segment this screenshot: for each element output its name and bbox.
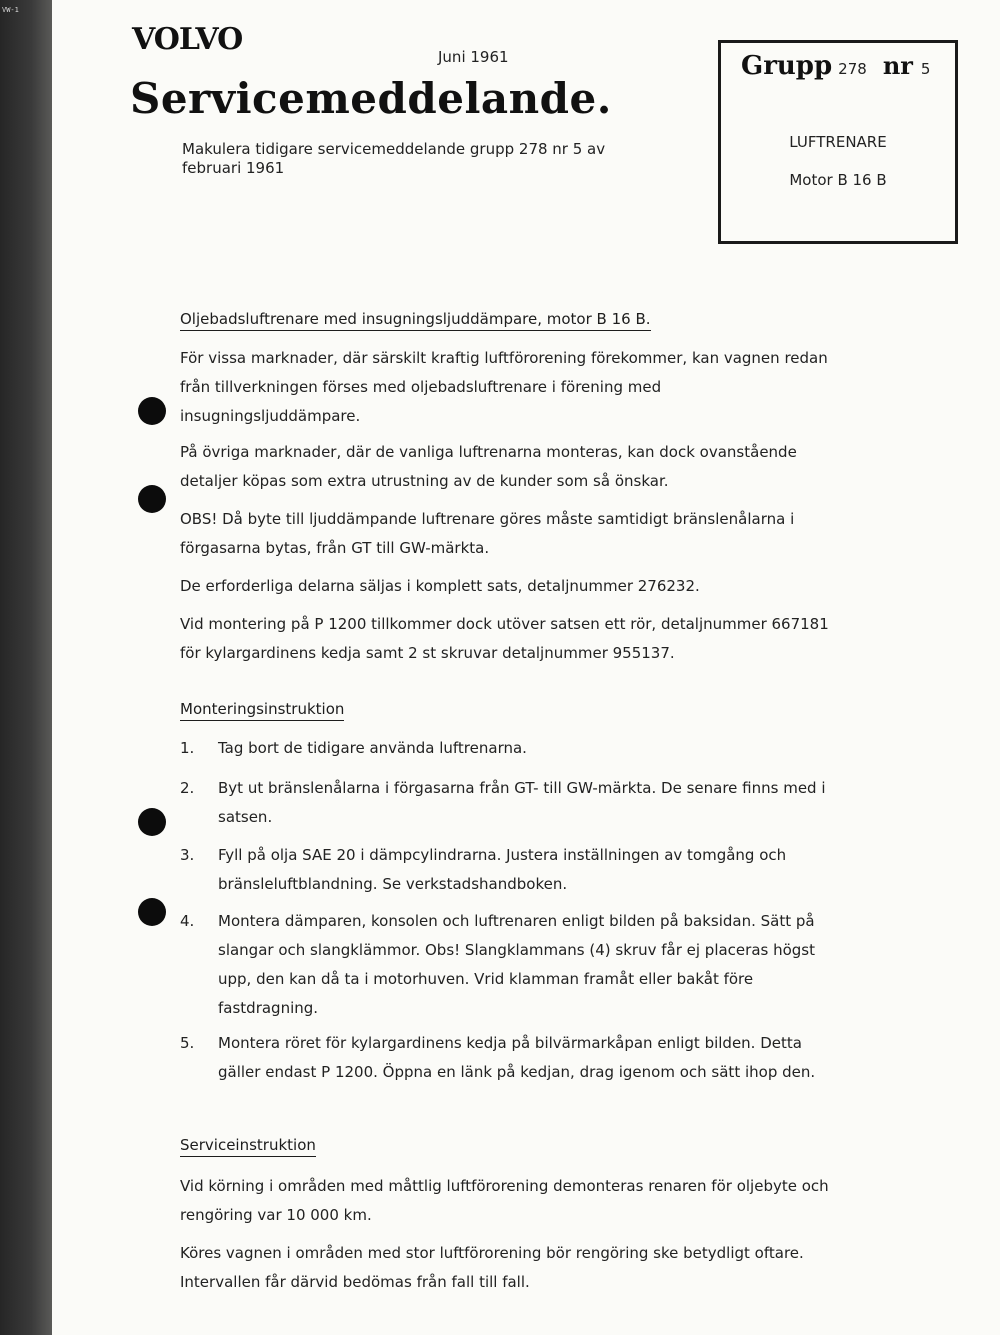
step-text: Byt ut bränslenålarna i förgasarna från GT- till GW-märkta. De senare finns med i satsen. <box>218 779 826 826</box>
group-line <box>741 51 930 81</box>
step-text: Tag bort de tidigare använda luftrenarna. <box>218 739 527 757</box>
paragraph: De erforderliga delarna säljas i komplett sats, detaljnummer 276232. <box>180 577 700 595</box>
nr-label: nr <box>882 51 913 80</box>
document-date: Juni 1961 <box>438 48 509 66</box>
paragraph: På övriga marknader, där de vanliga luftrenarna monteras, kan dock ovanstående detaljer köpas som extra utrustning av de kunder som så önskar. <box>180 443 797 490</box>
section-heading-service: Serviceinstruktion <box>180 1136 316 1157</box>
punch-hole <box>138 485 166 513</box>
group-number: 278 <box>838 60 867 78</box>
group-engine: Motor B 16 B <box>789 171 887 189</box>
strip-label: VW-1 <box>2 6 19 14</box>
step-text: Fyll på olja SAE 20 i dämpcylindrarna. Justera inställningen av tomgång och bränsleluftblandning. Se verkstadshandboken. <box>218 846 787 893</box>
step-number: 5. <box>180 1034 195 1052</box>
document-page <box>52 0 1000 1335</box>
group-topic: LUFTRENARE <box>789 133 887 151</box>
paragraph: Köres vagnen i områden med stor luftförorening bör rengöring ske betydligt oftare. Intervallen får därvid bedömas från fall till fall. <box>180 1244 804 1291</box>
supersede-note: Makulera tidigare servicemeddelande grupp 278 nr 5 av februari 1961 <box>182 140 606 177</box>
group-label: Grupp <box>741 51 833 81</box>
section-heading-air-cleaner: Oljebadsluftrenare med insugningsljuddämpare, motor B 16 B. <box>180 310 651 331</box>
step-number: 1. <box>180 739 195 757</box>
step-number: 4. <box>180 912 195 930</box>
paragraph: Vid montering på P 1200 tillkommer dock utöver satsen ett rör, detaljnummer 667181 för kylargardinens kedja samt 2 st skruvar detaljnummer 955137. <box>180 615 829 662</box>
scan-edge-strip <box>0 0 52 1335</box>
brand-name: VOLVO <box>132 22 243 57</box>
group-box <box>718 40 958 244</box>
nr-number: 5 <box>920 60 931 78</box>
paragraph: OBS! Då byte till ljuddämpande luftrenare göres måste samtidigt bränslenålarna i förgasarna bytas, från GT till GW-märkta. <box>180 510 795 557</box>
step-text: Montera dämparen, konsolen och luftrenaren enligt bilden på baksidan. Sätt på slangar och slangklämmor. Obs! Slangklammans (4) skruv får ej placeras högst upp, den kan då ta i motorhuven. Vrid klamman framåt eller bakåt före fastdragning. <box>218 912 815 1017</box>
step-number: 2. <box>180 779 195 797</box>
section-heading-mounting: Monteringsinstruktion <box>180 700 344 721</box>
paragraph: Vid körning i områden med måttlig luftförorening demonteras renaren för oljebyte och rengöring var 10 000 km. <box>180 1177 829 1224</box>
step-text: Montera röret för kylargardinens kedja på bilvärmarkåpan enligt bilden. Detta gäller endast P 1200. Öppna en länk på kedjan, drag igenom och sätt ihop den. <box>218 1034 816 1081</box>
punch-hole <box>138 397 166 425</box>
document-type-title: Servicemeddelande. <box>130 74 612 123</box>
punch-hole <box>138 808 166 836</box>
punch-hole <box>138 898 166 926</box>
paragraph: För vissa marknader, där särskilt kraftig luftförorening förekommer, kan vagnen redan från tillverkningen förses med oljebadsluftrenare i förening med insugningsljuddämpare. <box>180 349 828 425</box>
step-number: 3. <box>180 846 195 864</box>
